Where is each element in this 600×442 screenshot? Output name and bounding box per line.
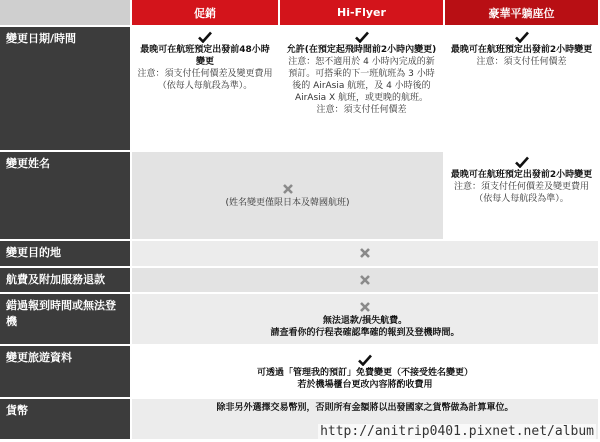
change-destination-cell (132, 241, 600, 268)
promo-change-date-note2: （依每人每航段為準）。 (157, 81, 253, 91)
change-travel-info-cell (132, 346, 600, 399)
cross-icon (282, 183, 294, 195)
cross-icon (359, 301, 371, 313)
watermark-url: http://anitrip0401.pixnet.net/album (320, 424, 594, 439)
missed-checkin-main: 無法退款/損失航費。 (322, 315, 408, 326)
promo-change-date-note: 注意：須支付任何價差及變更費用 (137, 69, 273, 79)
premium-change-name-note: 注意：須支付任何價差及變更費用 (453, 182, 589, 192)
premium-change-date-note: 注意：須支付任何價差 (476, 57, 567, 67)
premium-change-name-note2: （依每人每航段為準）。 (474, 194, 569, 204)
check-icon (355, 31, 369, 43)
missed-checkin-cell (132, 294, 600, 346)
check-icon (515, 156, 529, 168)
row-label-currency: 貨幣 (0, 399, 132, 441)
row-label-change-destination: 變更目的地 (0, 241, 132, 268)
hiflyer-change-date-note: 注意：恕不適用於 4 小時內完成的新預訂。可搭乘的下一班航班為 3 小時後的 AirAsia 航班，及 4 小時後的 AirAsia X 航班，或更晚的航班。 (288, 57, 435, 103)
change-travel-info-main: 可透過「管理我的預訂」免費變更（不接受姓名變更） (256, 367, 473, 378)
row-label-change-travel-info: 變更旅遊資料 (0, 346, 132, 399)
column-header-premium: 豪華平躺座位 (445, 0, 600, 27)
change-name-merged-note: (姓名變更僅限日本及韓國航班) (225, 198, 350, 208)
row-label-missed-checkin: 錯過報到時間或無法登機 (0, 294, 132, 346)
premium-change-date-cell (445, 27, 600, 152)
hiflyer-change-date-cell (280, 27, 445, 152)
cross-icon (359, 247, 371, 259)
missed-checkin-note: 請查看你的行程表確認準確的報到及登機時間。 (270, 327, 460, 338)
promo-change-date-cell (132, 27, 280, 152)
premium-change-date-main: 最晚可在航班預定出發前2小時變更 (450, 45, 593, 55)
check-icon (515, 31, 529, 43)
row-label-refund: 航費及附加服務退款 (0, 268, 132, 294)
check-icon (198, 31, 212, 43)
cross-icon (359, 274, 371, 286)
change-name-merged-cell (132, 152, 445, 241)
promo-change-date-main: 最晚可在航班預定出發前48小時變更 (140, 45, 270, 67)
check-icon (358, 354, 372, 366)
header-corner (0, 0, 132, 27)
row-label-change-date: 變更日期/時間 (0, 27, 132, 152)
column-header-hiflyer: Hi-Flyer (280, 0, 445, 27)
premium-change-name-cell (445, 152, 600, 241)
premium-change-name-main: 最晚可在航班預定出發前2小時變更 (450, 170, 593, 180)
currency-main: 除非另外選擇交易幣別，否則所有金額將以出發國家之貨幣做為計算單位。 (216, 403, 514, 413)
hiflyer-change-date-main: 允許(在預定起飛時間前2小時內變更) (286, 45, 437, 55)
row-label-change-name: 變更姓名 (0, 152, 132, 241)
hiflyer-change-date-note2: 注意：須支付任何價差 (316, 105, 407, 115)
column-header-promo: 促銷 (132, 0, 280, 27)
refund-cell (132, 268, 600, 294)
change-travel-info-note: 若於機場櫃台更改內容將酌收費用 (297, 379, 433, 390)
